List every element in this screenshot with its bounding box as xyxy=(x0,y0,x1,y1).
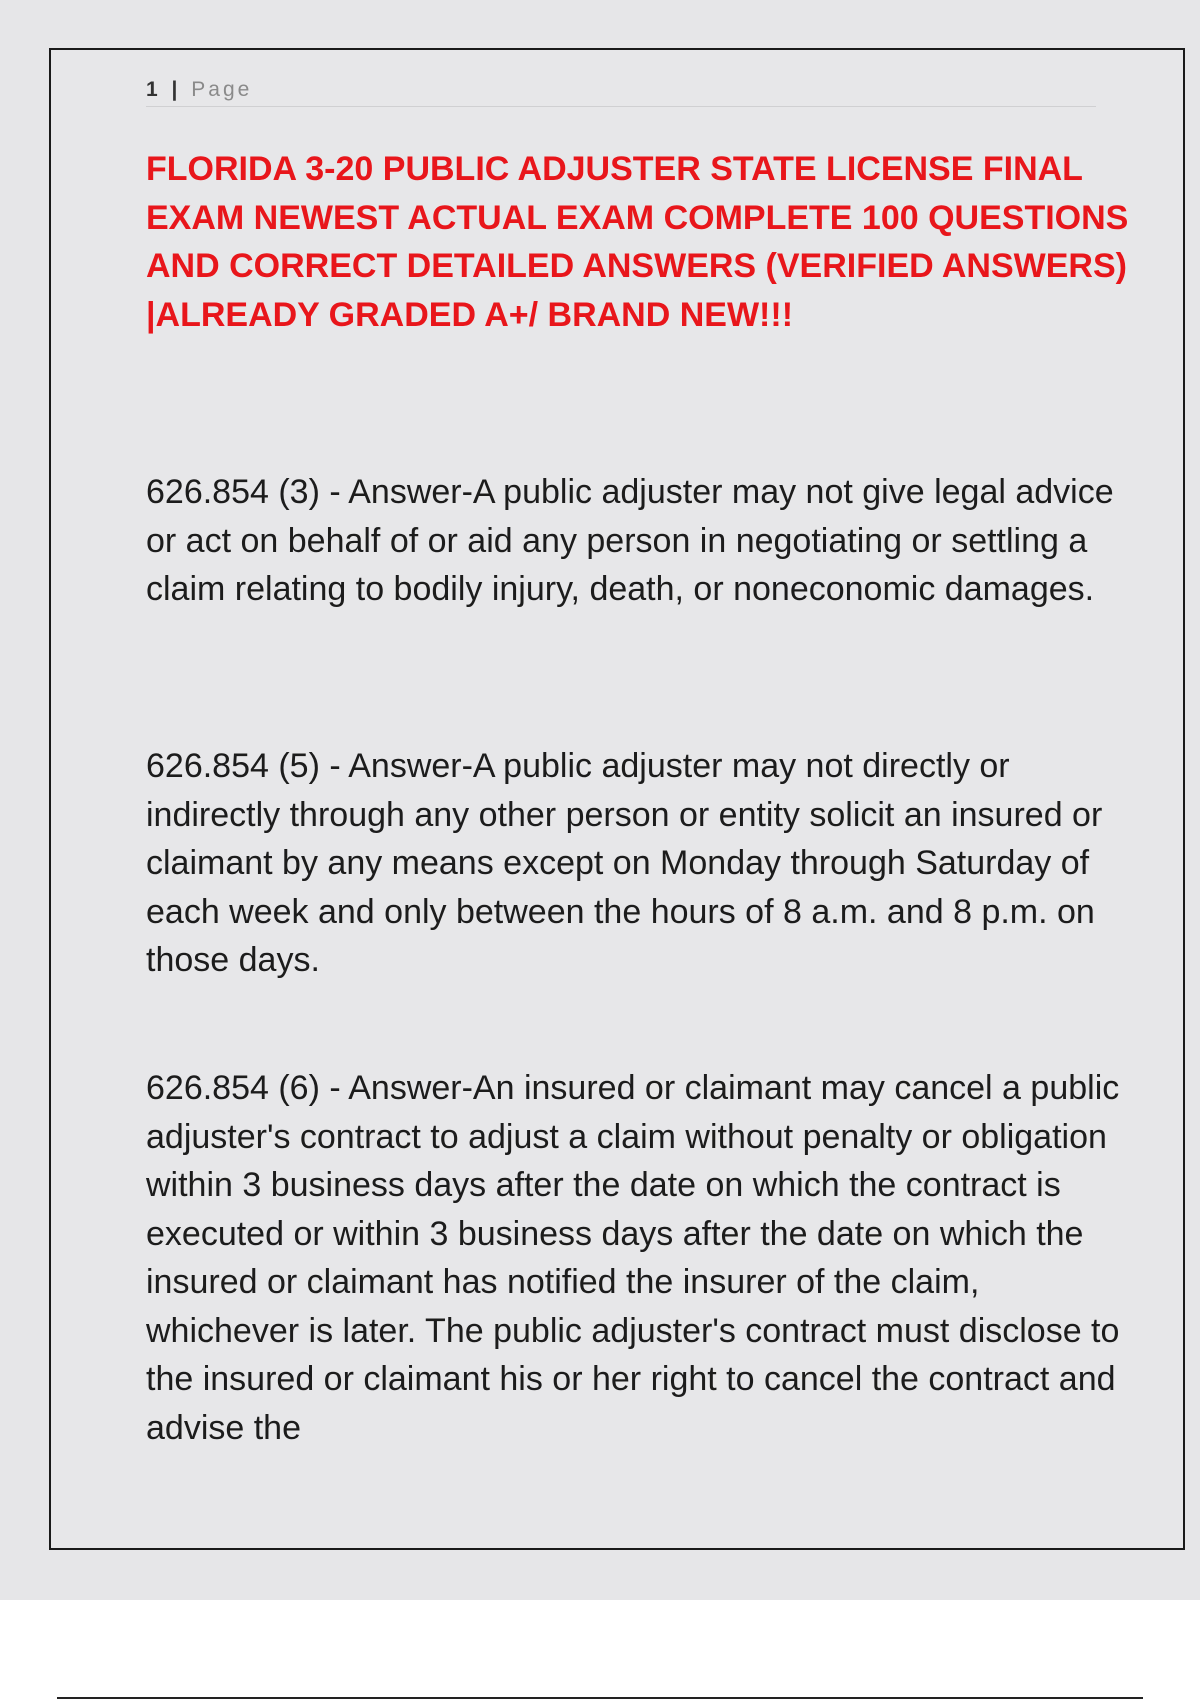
bottom-divider xyxy=(57,1697,1143,1699)
page-header-separator: | xyxy=(171,78,181,101)
qa-entry-626-854-3: 626.854 (3) - Answer-A public adjuster may not give legal advice or act on behalf of or aid any person in negotiating or settling a claim relating to bodily injury, death, or noneconomic damages. xyxy=(146,473,1114,608)
page-number: 1 xyxy=(146,78,161,101)
qa-entry-626-854-6: 626.854 (6) - Answer-An insured or claimant may cancel a public adjuster's contract to adjust a claim without penalty or obligation within 3 business days after the date on which the contract is executed or within 3 business days after the date on which the insured or claimant has notified the insurer of the claim, whichever is later. The public adjuster's contract must disclose to the insured or claimant his or her right to cancel the contract and advise the xyxy=(146,1069,1120,1447)
page-header xyxy=(146,76,1096,107)
page-label: Page xyxy=(191,78,253,101)
document-page xyxy=(49,48,1185,1550)
qa-entry-626-854-5: 626.854 (5) - Answer-A public adjuster may not directly or indirectly through any other person or entity solicit an insured or claimant by any means except on Monday through Saturday of each week and only between the hours of 8 a.m. and 8 p.m. on those days. xyxy=(146,747,1103,979)
document-title: FLORIDA 3-20 PUBLIC ADJUSTER STATE LICENSE FINAL EXAM NEWEST ACTUAL EXAM COMPLETE 100 QUESTIONS AND CORRECT DETAILED ANSWERS (VERIFIED ANSWERS) |ALREADY GRADED A+/ BRAND NEW!!! xyxy=(146,150,1129,334)
